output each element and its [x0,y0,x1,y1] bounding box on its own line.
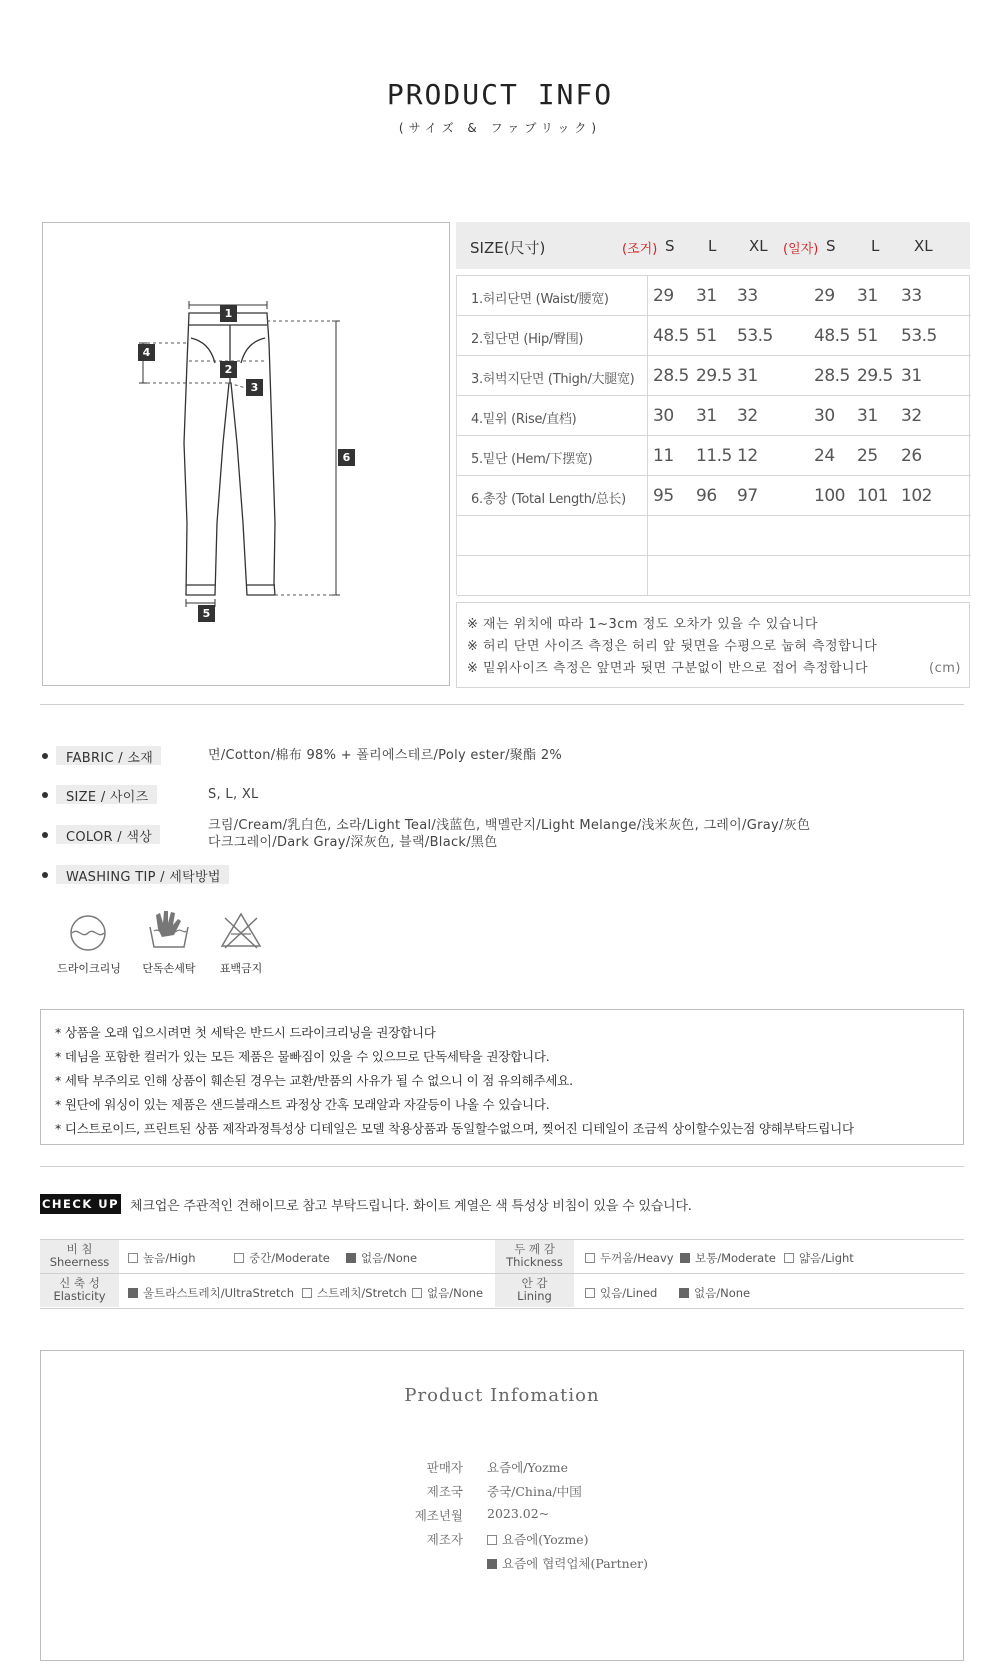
manufacturer-option-yozme [487,1530,589,1548]
marker-5: 5 [198,605,215,622]
lining-option-none [679,1285,750,1301]
checkbox-checked-icon [346,1253,356,1263]
elasticity-label-ko: 신 축 성 [59,1276,100,1290]
checkbox-icon [585,1288,595,1298]
care-notice-box [40,1009,964,1145]
unit-label: (cm) [929,661,961,676]
no-bleach-label: 표백금지 [219,962,263,975]
marker-6: 6 [338,449,355,466]
fabric-properties-table [40,1239,964,1309]
dry-clean-label: 드라이크리닝 [57,962,121,975]
bullet [42,792,48,798]
size-table-header [456,222,970,269]
size-table-row [457,396,971,436]
size-value-cell: 31 [857,286,878,306]
size-table-row [457,276,971,316]
size-header-xl: XL [914,237,933,255]
size-value-cell: 31 [696,406,717,426]
size-value-cell: 33 [901,286,922,306]
checkbox-icon [128,1253,138,1263]
size-value-cell: 97 [737,486,758,506]
notice-line: * 데님을 포함한 컬러가 있는 모든 제품은 물빠짐이 있을 수 있으므로 단독세탁을 권장합니다. [55,1049,550,1064]
washing-tag: WASHING TIP / 세탁방법 [56,865,229,884]
size-table-body [456,275,970,595]
lining-label [495,1274,574,1307]
group-straight-label: (일자) [783,242,819,257]
column-divider [647,476,648,516]
marker-4: 4 [138,344,155,361]
column-divider [647,516,648,556]
size-value-cell: 51 [696,326,717,346]
pants-diagram [42,222,450,686]
product-information-box [40,1350,964,1661]
option-label: 울트라스트레치/UltraStretch [143,1286,295,1300]
size-value-cell: 31 [901,366,922,386]
marker-1: 1 [220,305,237,322]
size-value-cell: 28.5 [814,366,850,386]
size-header-xl: XL [749,237,768,255]
notice-line: * 원단에 워싱이 있는 제품은 샌드블래스트 과정상 간혹 모래알과 자갈등이 나올 수 있습니다. [55,1097,550,1112]
column-divider [647,316,648,356]
size-value-cell: 28.5 [653,366,689,386]
checkbox-icon [784,1253,794,1263]
note-line: ※ 재는 위치에 따라 1~3cm 정도 오차가 있을 수 있습니다 [467,617,818,632]
manufacture-date-value: 2023.02~ [487,1506,550,1521]
size-value-cell: 102 [901,486,932,506]
measurement-label: 5.밑단 (Hem/下摆宽) [471,452,593,467]
column-divider [647,436,648,476]
option-label: 요즘에 협력업체(Partner) [502,1556,648,1571]
elasticity-option-none [412,1285,483,1301]
notice-line: * 상품을 오래 입으시려면 첫 세탁은 반드시 드라이크리닝을 권장합니다 [55,1025,436,1040]
thickness-label [495,1240,574,1273]
checkbox-checked-icon [128,1288,138,1298]
thickness-label-en: Thickness [506,1255,563,1269]
size-header-s: S [665,237,675,255]
size-table-row [457,516,971,556]
size-value: S, L, XL [208,787,259,802]
size-value-cell: 31 [857,406,878,426]
group-jogger-label: (조거) [622,242,658,257]
size-value-cell: 32 [901,406,922,426]
checkbox-icon [234,1253,244,1263]
option-label: 있음/Lined [600,1286,658,1300]
size-table-row [457,436,971,476]
pants-outline-icon [43,223,449,685]
checkbox-icon [585,1253,595,1263]
size-value-cell: 26 [901,446,922,466]
measurement-label: 2.힙단면 (Hip/臀围) [471,332,584,347]
measurement-label: 6.총장 (Total Length/总长) [471,492,626,507]
size-table-row [457,476,971,516]
marker-3: 3 [246,379,263,396]
size-value-cell: 24 [814,446,835,466]
product-information-title: Product Infomation [404,1385,600,1406]
no-bleach-icon [219,910,263,950]
size-value-cell: 95 [653,486,674,506]
size-value-cell: 96 [696,486,717,506]
size-value-cell: 100 [814,486,845,506]
size-value-cell: 11 [653,446,674,466]
size-table-row [457,556,971,596]
page-subtitle: (サイズ & ファブリック) [398,121,602,135]
size-value-cell: 29.5 [696,366,732,386]
lining-label-en: Lining [517,1289,552,1303]
checkbox-icon [302,1288,312,1298]
checkbox-checked-icon [487,1559,497,1569]
option-label: 없음/None [694,1286,751,1300]
sheerness-label-en: Sheerness [49,1255,110,1269]
divider [40,1308,964,1309]
checkbox-icon [412,1288,422,1298]
size-value-cell: 29 [653,286,674,306]
size-tag: SIZE / 사이즈 [56,785,157,804]
option-label: 얇음/Light [799,1251,854,1265]
column-divider [647,556,648,596]
size-value-cell: 32 [737,406,758,426]
measurement-label: 3.허벅지단면 (Thigh/大腿宽) [471,372,635,387]
option-label: 보통/Moderate [695,1251,776,1265]
fabric-value: 면/Cotton/棉布 98% + 폴리에스테르/Poly ester/聚酯 2% [208,748,563,763]
manufacturer-option-partner [487,1554,648,1572]
divider [40,1166,964,1167]
size-header-s: S [826,237,836,255]
checkup-note: 체크업은 주관적인 견해이므로 참고 부탁드립니다. 화이트 계열은 색 특성상 비침이 있을 수 있습니다. [130,1199,692,1214]
thickness-option-heavy [585,1250,674,1266]
thickness-label-ko: 두 께 감 [514,1242,555,1256]
thickness-option-light [784,1250,854,1266]
option-label: 중간/Moderate [249,1251,330,1265]
size-value-cell: 30 [814,406,835,426]
column-divider [647,276,648,316]
size-value-cell: 11.5 [696,446,732,466]
checkbox-icon [487,1535,497,1545]
size-value-cell: 31 [696,286,717,306]
elasticity-option-ultrastretch [128,1285,294,1301]
elasticity-label [40,1274,119,1307]
note-line: ※ 밑위사이즈 측정은 앞면과 뒷면 구분없이 반으로 접어 측정합니다 [467,661,869,676]
hand-wash-icon [146,909,192,953]
size-value-cell: 48.5 [814,326,850,346]
color-value-line2: 다크그레이/Dark Gray/深灰色, 블랙/Black/黑色 [208,835,498,850]
lining-option-lined [585,1285,657,1301]
size-value-cell: 12 [737,446,758,466]
bullet [42,753,48,759]
size-value-cell: 53.5 [737,326,773,346]
size-value-cell: 29 [814,286,835,306]
option-label: 스트레치/Stretch [317,1286,407,1300]
size-header-l: L [708,237,717,255]
elasticity-label-en: Elasticity [53,1289,106,1303]
sheerness-label-ko: 비 침 [66,1242,93,1256]
page-title: PRODUCT INFO [386,78,614,111]
column-divider [647,396,648,436]
color-value-line1: 크림/Cream/乳白色, 소라/Light Teal/浅蓝色, 백멜란지/Light Melange/浅米灰色, 그레이/Gray/灰色 [208,818,811,833]
size-value-cell: 48.5 [653,326,689,346]
measurement-notes [456,602,970,688]
size-table-row [457,356,971,396]
elasticity-option-stretch [302,1285,407,1301]
size-header-label: SIZE(尺寸) [470,239,546,257]
bullet [42,872,48,878]
checkbox-checked-icon [680,1253,690,1263]
column-divider [647,356,648,396]
dry-clean-icon [66,913,110,953]
lining-label-ko: 안 감 [521,1276,548,1290]
country-key: 제조국 [426,1484,463,1499]
sheerness-label [40,1240,119,1273]
manufacturer-key: 제조자 [426,1532,463,1547]
size-table-row [457,316,971,356]
sheerness-option-high [128,1250,196,1266]
option-label: 없음/None [427,1286,484,1300]
notice-line: * 세탁 부주의로 인해 상품이 훼손된 경우는 교환/반품의 사유가 될 수 없으니 이 점 유의해주세요. [55,1073,573,1088]
measurement-label: 4.밑위 (Rise/直档) [471,412,577,427]
thickness-option-moderate [680,1250,776,1266]
option-label: 요즘에(Yozme) [502,1532,589,1547]
size-value-cell: 30 [653,406,674,426]
option-label: 없음/None [361,1251,418,1265]
manufacture-date-key: 제조년월 [414,1508,463,1523]
size-header-l: L [871,237,880,255]
country-value: 중국/China/中国 [487,1484,582,1499]
color-tag: COLOR / 색상 [56,825,160,844]
size-value-cell: 53.5 [901,326,937,346]
size-value-cell: 29.5 [857,366,893,386]
sheerness-option-none [346,1250,417,1266]
size-value-cell: 51 [857,326,878,346]
fabric-tag: FABRIC / 소재 [56,746,161,765]
divider [40,704,964,705]
sheerness-option-moderate [234,1250,330,1266]
seller-key: 판매자 [426,1460,463,1475]
seller-value: 요즘에/Yozme [487,1460,568,1475]
option-label: 두꺼움/Heavy [600,1251,674,1265]
size-value-cell: 33 [737,286,758,306]
hand-wash-label: 단독손세탁 [142,962,196,975]
marker-2: 2 [220,361,237,378]
size-value-cell: 31 [737,366,758,386]
measurement-label: 1.허리단면 (Waist/腰宽) [471,292,609,307]
checkbox-checked-icon [679,1288,689,1298]
size-value-cell: 101 [857,486,888,506]
bullet [42,832,48,838]
size-value-cell: 25 [857,446,878,466]
checkup-badge: CHECK UP [40,1194,121,1214]
option-label: 높음/High [143,1251,196,1265]
note-line: ※ 허리 단면 사이즈 측정은 허리 앞 뒷면을 수평으로 눕혀 측정합니다 [467,639,878,654]
notice-line: * 디스트로이드, 프린트된 상품 제작과정특성상 디테일은 모델 착용상품과 동일할수없으며, 찢어진 디테일이 조금씩 상이할수있는점 양해부탁드립니다 [55,1121,854,1136]
